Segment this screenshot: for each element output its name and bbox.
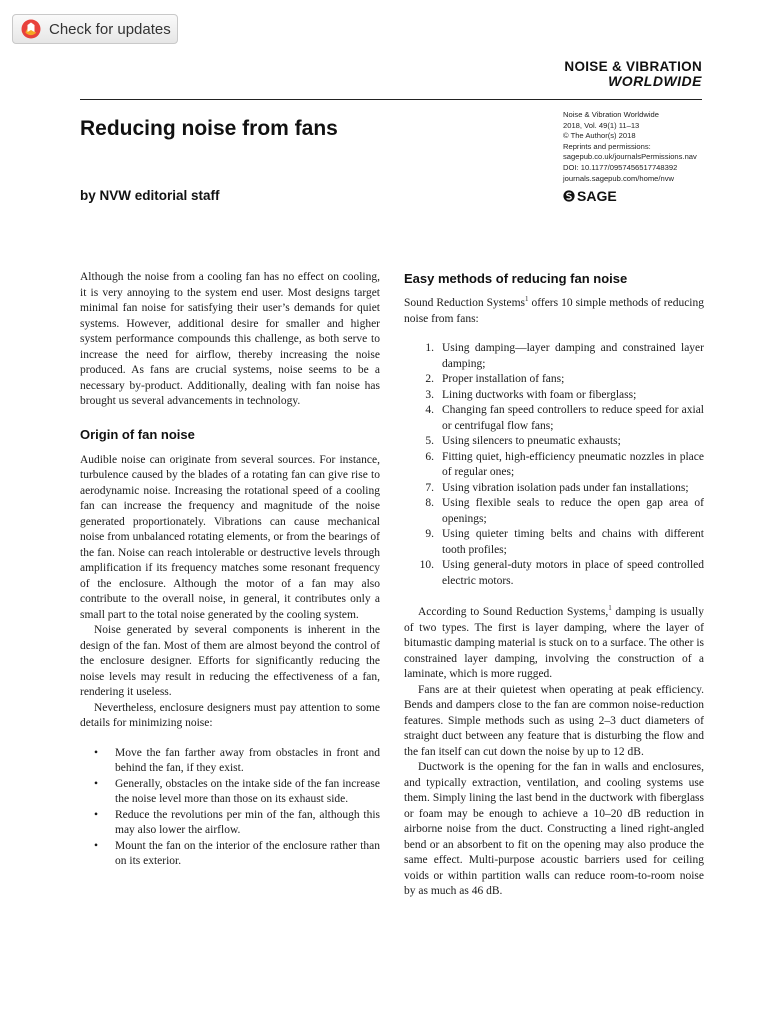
origin-paragraph-3: Nevertheless, enclosure designers must pay attention to some details for minimizing noise: xyxy=(80,701,380,729)
noise-tips-list xyxy=(80,746,380,870)
meta-volume: 2018, Vol. 49(1) 11–13 xyxy=(563,120,640,130)
sage-logo xyxy=(563,188,617,204)
list-item xyxy=(80,777,380,808)
list-item-text: Generally, obstacles on the intake side of the fan increase the noise level more than those on its exhaust side. xyxy=(115,777,380,805)
list-item-text: Proper installation of fans; xyxy=(442,373,565,385)
header-divider xyxy=(80,99,702,100)
bullet-icon: • xyxy=(94,808,99,821)
article-byline: by NVW editorial staff xyxy=(80,188,220,203)
article-title: Reducing noise from fans xyxy=(80,117,338,140)
list-item xyxy=(404,403,704,434)
journal-logo-line1: NOISE & VIBRATION xyxy=(564,59,702,74)
origin-heading: Origin of fan noise xyxy=(80,426,195,442)
origin-paragraph-2: Noise generated by several components is inherent in the design of the fan. Most of them are almost beyond the control of the enclosure designer. Efforts for significantly reducing the noise levels may result in reducing the effectiveness of a fan, rendering it useless. xyxy=(80,624,380,698)
list-item-number: 5. xyxy=(425,435,434,447)
damping-text: According to Sound Reduction Systems, xyxy=(418,606,609,618)
list-item xyxy=(404,450,704,481)
meta-copyright: © The Author(s) 2018 xyxy=(563,131,636,141)
list-item-text: Mount the fan on the interior of the enclosure rather than on its exterior. xyxy=(115,839,380,867)
list-item-text: Using silencers to pneumatic exhausts; xyxy=(442,435,621,447)
journal-logo xyxy=(564,60,702,88)
list-item xyxy=(404,341,704,372)
meta-permissions-link[interactable]: sagepub.co.uk/journalsPermissions.nav xyxy=(563,152,697,162)
list-item-text: Using flexible seals to reduce the open gap area of openings; xyxy=(442,497,704,525)
list-item-text: Using damping—layer damping and constrained layer damping; xyxy=(442,342,704,370)
list-item-text: Reduce the revolutions per min of the fan, although this may also lower the airflow. xyxy=(115,808,380,836)
list-item-number: 7. xyxy=(425,481,434,494)
list-item-number: 4. xyxy=(425,404,434,416)
list-item xyxy=(404,372,704,388)
meta-journal-home-link[interactable]: journals.sagepub.com/home/nvw xyxy=(563,173,675,183)
list-item-text: Using vibration isolation pads under fan installations; xyxy=(442,481,689,494)
methods-intro-text: Sound Reduction Systems xyxy=(404,297,525,309)
right-column xyxy=(404,270,704,900)
methods-intro-paragraph xyxy=(404,296,704,327)
list-item xyxy=(404,388,704,404)
list-item xyxy=(80,808,380,839)
list-item xyxy=(404,496,704,527)
methods-list xyxy=(404,341,704,589)
reference-superscript[interactable]: 1 xyxy=(608,604,612,613)
damping-paragraph xyxy=(404,605,704,683)
efficiency-paragraph: Fans are at their quietest when operating at peak efficiency. Bends and dampers close to the fan are common noise-reduction features. Simple methods such as using 2–3 duct diameters of straight duct between any feature that is disturbing the flow and the fan itself can cut down the noise by up to 12 dB. xyxy=(404,683,704,758)
list-item-text: Fitting quiet, high-efficiency pneumatic nozzles in place of regular ones; xyxy=(442,450,704,478)
sage-s-icon xyxy=(563,190,575,202)
bullet-icon: • xyxy=(94,777,99,790)
list-item-number: 2. xyxy=(425,373,434,385)
list-item-number: 8. xyxy=(425,497,434,509)
list-item xyxy=(80,746,380,777)
origin-paragraph-1: Audible noise can originate from several sources. For instance, turbulence caused by the blades of a rotating fan can give rise to aerodynamic noise. Increasing the rotational speed of a cooling fan can increase the frequency and magnitude of the noise generated proportionately. Vibrations can cause mechanical noise from unbalanced rotating elements, or from the bearings of the fan. Noise can reach intolerable or destructive levels through amplification if its frequency matches some resonant frequency of the enclosure. Although the motor of a fan may also contribute to the overall noise, in general, it contributes only a small part to the total noise generated by the cooling system. xyxy=(80,453,380,621)
list-item-number: 10. xyxy=(419,559,434,571)
journal-logo-line2: WORLDWIDE xyxy=(608,73,702,89)
journal-metadata xyxy=(563,110,697,184)
list-item xyxy=(404,481,704,497)
methods-intro-text-cont: offers 10 simple methods of reducing noise from fans: xyxy=(404,297,704,325)
sage-logo-text: SAGE xyxy=(577,188,617,204)
list-item-text: Using general-duty motors in place of speed controlled electric motors. xyxy=(442,559,704,587)
list-item-text: Using quieter timing belts and chains with different tooth profiles; xyxy=(442,528,704,556)
list-item xyxy=(404,527,704,558)
bullet-icon: • xyxy=(94,839,99,852)
meta-doi[interactable]: DOI: 10.1177/0957456517748392 xyxy=(563,162,678,172)
methods-heading: Easy methods of reducing fan noise xyxy=(404,271,628,286)
check-for-updates-button[interactable] xyxy=(12,14,178,44)
list-item-number: 1. xyxy=(425,342,434,354)
list-item xyxy=(80,839,380,870)
list-item xyxy=(404,558,704,589)
ductwork-paragraph: Ductwork is the opening for the fan in walls and enclosures, and typically extraction, ventilation, and cooling systems use them. Simply lining the last bend in the ductwork with fiberglass or foam may be enough to achieve a 10–20 dB reduction in airborne noise from the duct. Constructing a lined right-angled bend or an absorbent to fit on the opening may also produce the same effect. Multi-purpose acoustic barriers used for ceiling voids or within partition walls can reduce room-to-room noise by as much as 46 dB. xyxy=(404,761,704,897)
intro-paragraph: Although the noise from a cooling fan has no effect on cooling, it is very annoying to the system end user. Most designs target minimal fan noise for satisfying their user’s demands for quiet systems. However, additional desire for smaller and higher system performance compounds this challenge, as both serve to increase the need for airflow, thereby increasing the noise produced. As fans are crucial systems, noise seems to be a necessary by-product. Additionally, dealing with fan noise has brought us several advancements in technology. xyxy=(80,271,380,407)
list-item-number: 3. xyxy=(425,388,434,401)
damping-text-cont: damping is usually of two types. The first is layer damping, where the layer of bitumastic damping material is stuck on to a surface. The other is constrained layer damping, involving the construction of a laminate, which is more rugged. xyxy=(404,606,704,680)
check-updates-icon xyxy=(21,19,41,39)
meta-journal-name: Noise & Vibration Worldwide xyxy=(563,110,659,119)
check-for-updates-label: Check for updates xyxy=(49,20,171,38)
left-column xyxy=(80,270,380,870)
list-item-text: Move the fan farther away from obstacles in front and behind the fan, if they exist. xyxy=(115,746,380,774)
list-item-text: Lining ductworks with foam or fiberglass; xyxy=(442,388,637,401)
meta-reprints: Reprints and permissions: xyxy=(563,141,651,151)
bullet-icon: • xyxy=(94,746,99,759)
list-item xyxy=(404,434,704,450)
list-item-text: Changing fan speed controllers to reduce speed for axial or centrifugal flow fans; xyxy=(442,404,704,432)
reference-superscript[interactable]: 1 xyxy=(525,295,529,304)
list-item-number: 9. xyxy=(425,528,434,540)
list-item-number: 6. xyxy=(425,450,434,463)
